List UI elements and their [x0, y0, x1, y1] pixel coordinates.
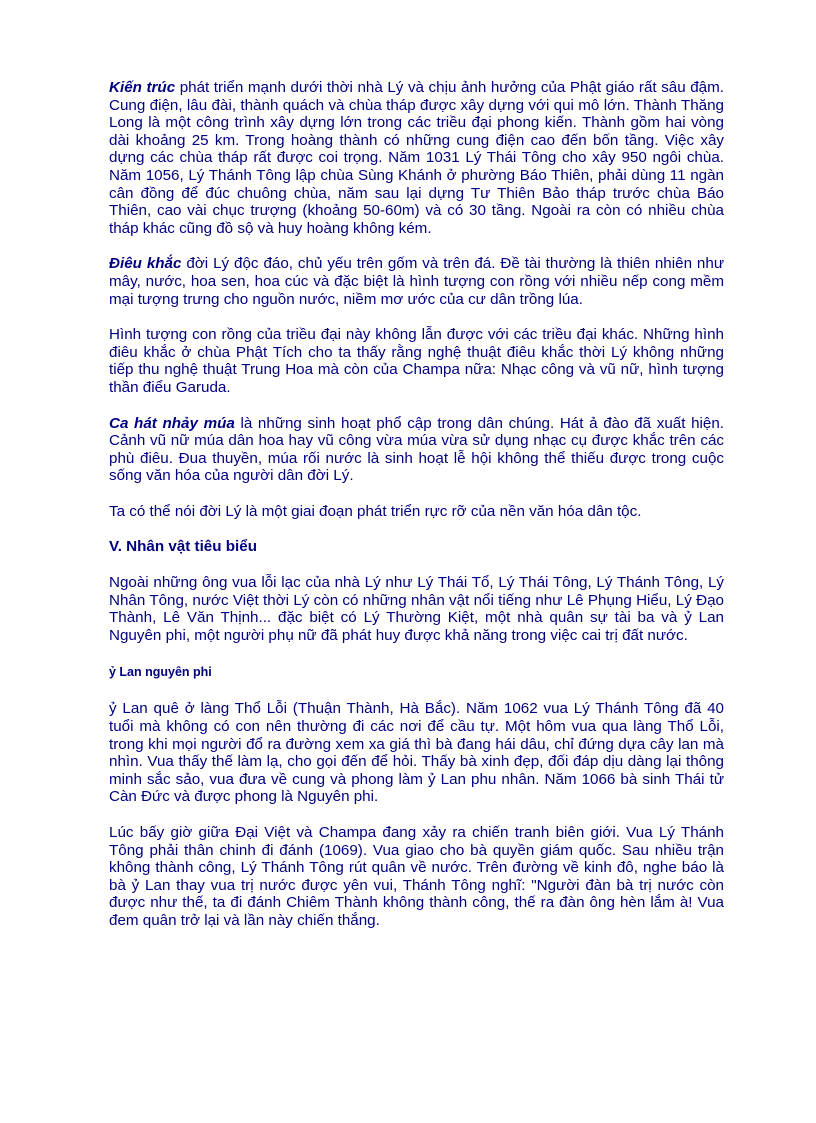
- paragraph-sculpture: [109, 255, 724, 308]
- paragraph-dragon: Hình tượng con rồng của triều đại này không lẫn được với các triều đại khác. Những hình điêu khắc ở chùa Phật Tích cho ta thấy rằng nghệ thuật điêu khắc thời Lý không những tiếp thu nghệ thuật Trung Hoa mà còn của Champa nữa: Nhạc công và vũ nữ, hình tượng thần điểu Garuda.: [109, 326, 724, 396]
- paragraph-architecture: [109, 79, 724, 237]
- paragraph-sculpture-text: đời Lý độc đáo, chủ yếu trên gốm và trên đá. Đề tài thường là thiên nhiên như mây, nước, hoa sen, hoa cúc và đặc biệt là hình tượng con rồng với nhiều nếp cong mềm mại tượng trưng cho nguồn nước, niềm mơ ước của cư dân trồng lúa.: [109, 255, 724, 308]
- term-sculpture: Điêu khắc: [109, 255, 182, 273]
- paragraph-performance: [109, 415, 724, 485]
- paragraph-conclusion: Ta có thể nói đời Lý là một giai đoạn phát triển rực rỡ của nền văn hóa dân tộc.: [109, 502, 642, 520]
- paragraph-architecture-text: phát triển mạnh dưới thời nhà Lý và chịu ảnh hưởng của Phật giáo rất sâu đậm. Cung điện, lâu đài, thành quách và chùa tháp được xây dựng với qui mô lớn. Thành Thăng Long là một công trình xây dựng lớn trong các triều đại phong kiến. Thành gồm hai vòng dài khoảng 25 km. Trong hoàng thành có những cung điện cao đến bốn tầng. Việc xây dựng các chùa tháp rất được coi trọng. Năm 1031 Lý Thái Tông cho xây 950 ngôi chùa. Năm 1056, Lý Thánh Tông lập chùa Sùng Khánh ở phường Báo Thiên, phải dùng 11 ngàn cân đồng để đúc chuông chùa, năm sau lại dựng Tư Thiên Bảo tháp trước chùa Báo Thiên, cao vài chục trượng (khoảng 50-60m) và có 30 tầng. Ngoài ra còn có nhiều chùa tháp khác cũng đồ sộ và huy hoàng không kém.: [109, 79, 724, 237]
- term-performance: Ca hát nhảy múa: [109, 414, 235, 432]
- section-heading: V. Nhân vật tiêu biểu: [109, 538, 257, 556]
- biography-paragraph-2: Lúc bấy giờ giữa Đại Việt và Champa đang xảy ra chiến tranh biên giới. Vua Lý Thánh Tông phải thân chinh đi đánh (1069). Vua giao cho bà quyền giám quốc. Sau nhiều trận không thành công, Lý Thánh Tông rút quân về nước. Trên đường về kinh đô, nghe báo là bà ỷ Lan thay vua trị nước được yên vui, Thánh Tông nghĩ: "Người đàn bà trị nước còn được như thế, ta đi đánh Chiêm Thành không thành công, thế ra đàn ông hèn lắm à! Vua đem quân trở lại và lần này chiến thắng.: [109, 824, 724, 929]
- subheading: ỷ Lan nguyên phi: [109, 665, 212, 680]
- term-architecture: Kiến trúc: [109, 79, 176, 96]
- section-intro: Ngoài những ông vua lỗi lạc của nhà Lý như Lý Thái Tổ, Lý Thái Tông, Lý Thánh Tông, Lý Nhân Tông, nước Việt thời Lý còn có những nhân vật nổi tiếng như Lê Phụng Hiểu, Lý Đạo Thành, Lê Văn Thịnh... đặc biệt có Lý Thường Kiệt, một nhà quân sự tài ba và ỷ Lan Nguyên phi, một người phụ nữ đã phát huy được khả năng trong việc cai trị đất nước.: [109, 574, 724, 644]
- biography-paragraph-1: ỷ Lan quê ở làng Thổ Lỗi (Thuận Thành, Hà Bắc). Năm 1062 vua Lý Thánh Tông đã 40 tuổi mà không có con nên thường đi các nơi để cầu tự. Một hôm vua qua làng Thổ Lỗi, trong khi mọi người đổ ra đường xem xa giá thì bà đang hái dâu, chỉ đứng dựa cây lan mà nhìn. Vua thấy thế làm lạ, cho gọi đến để hỏi. Thấy bà xinh đẹp, đối đáp dịu dàng lại thông minh sắc sảo, vua đưa về cung và phong làm ỷ Lan phu nhân. Năm 1066 bà sinh Thái tử Càn Đức và được phong là Nguyên phi.: [109, 700, 724, 806]
- paragraph-performance-text: là những sinh hoạt phổ cập trong dân chúng. Hát ả đào đã xuất hiện. Cảnh vũ nữ múa dân hoa hay vũ công vừa múa vừa sử dụng nhạc cụ được khắc trên các phù điêu. Đua thuyền, múa rối nước là sinh hoạt lễ hội không thể thiếu được trong cuộc sống văn hóa của người dân đời Lý.: [109, 414, 725, 485]
